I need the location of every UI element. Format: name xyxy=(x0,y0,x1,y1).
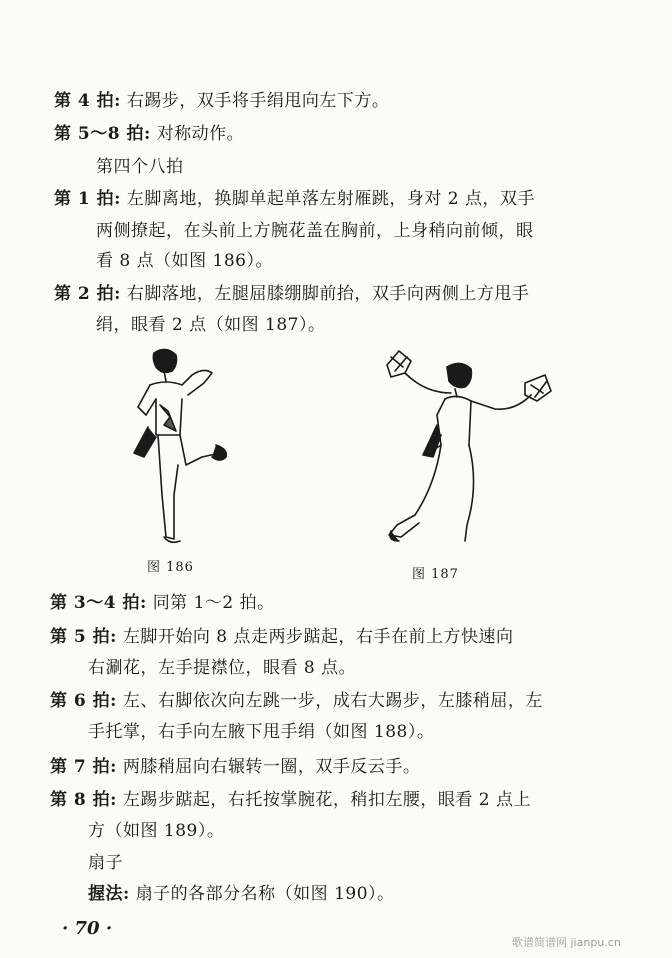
beat-text: 对称动作。 xyxy=(156,124,245,144)
section-heading-fourth-eight: 第四个八拍 xyxy=(96,157,184,177)
para-beat-3-4 xyxy=(50,592,275,614)
beat-text-cont: 看 8 点（如图 186）。 xyxy=(96,251,273,271)
section-heading-fan: 扇子 xyxy=(88,853,123,873)
para-beat-5-8 xyxy=(54,123,244,145)
beat-label: 第 5～8 拍: xyxy=(54,124,151,144)
beat-text: 右脚落地，左腿屈膝绷脚前抬，双手向两侧上方甩手 xyxy=(126,284,530,304)
beat-label: 第 4 拍: xyxy=(54,91,121,111)
beat-text: 两膝稍屈向右辗转一圈，双手反云手。 xyxy=(122,757,421,777)
watermark: 歌谱简谱网 jianpu.cn xyxy=(512,936,621,949)
beat-text-cont: 右涮花，左手提襟位，眼看 8 点。 xyxy=(88,658,357,678)
figure-186-caption: 图 186 xyxy=(147,560,194,575)
beat-text: 扇子的各部分名称（如图 190）。 xyxy=(135,884,395,904)
beat-label: 握法: xyxy=(88,884,130,904)
para-beat-6 xyxy=(50,690,543,712)
beat-text: 右踢步，双手将手绢甩向左下方。 xyxy=(126,91,390,111)
beat-label: 第 2 拍: xyxy=(54,284,121,304)
beat-label: 第 7 拍: xyxy=(50,757,117,777)
beat-text-cont: 两侧撩起，在头前上方腕花盖在胸前，上身稍向前倾，眼 xyxy=(96,221,534,241)
page-number: · 70 · xyxy=(62,918,113,939)
dancer-figure-187-icon xyxy=(375,345,575,555)
beat-label: 第 5 拍: xyxy=(50,627,117,647)
beat-label: 第 6 拍: xyxy=(50,691,117,711)
para-beat-5 xyxy=(50,626,513,648)
dancer-figure-186-icon xyxy=(120,345,250,550)
beat-text: 左脚离地，换脚单起单落左射雁跳，身对 2 点，双手 xyxy=(126,189,535,209)
para-beat-7 xyxy=(50,756,420,778)
para-grip xyxy=(88,883,395,905)
beat-text: 左踢步踮起，右托按掌腕花，稍扣左腰，眼看 2 点上 xyxy=(122,790,531,810)
beat-text: 左、右脚依次向左跳一步，成右大踢步，左膝稍屈，左 xyxy=(122,691,543,711)
beat-text-cont: 方（如图 189）。 xyxy=(88,821,225,841)
figure-187-caption: 图 187 xyxy=(412,567,459,582)
beat-text: 左脚开始向 8 点走两步踮起，右手在前上方快速向 xyxy=(122,627,514,647)
beat-text-cont: 手托掌，右手向左腋下甩手绢（如图 188）。 xyxy=(88,722,435,742)
para-beat-2 xyxy=(54,283,529,305)
para-beat-8 xyxy=(50,789,531,811)
beat-text-cont: 绢，眼看 2 点（如图 187）。 xyxy=(96,315,326,335)
beat-label: 第 3～4 拍: xyxy=(50,593,147,613)
para-beat-4 xyxy=(54,90,389,112)
beat-label: 第 8 拍: xyxy=(50,790,117,810)
beat-text: 同第 1～2 拍。 xyxy=(152,593,275,613)
para-beat-1 xyxy=(54,188,535,210)
beat-label: 第 1 拍: xyxy=(54,189,121,209)
